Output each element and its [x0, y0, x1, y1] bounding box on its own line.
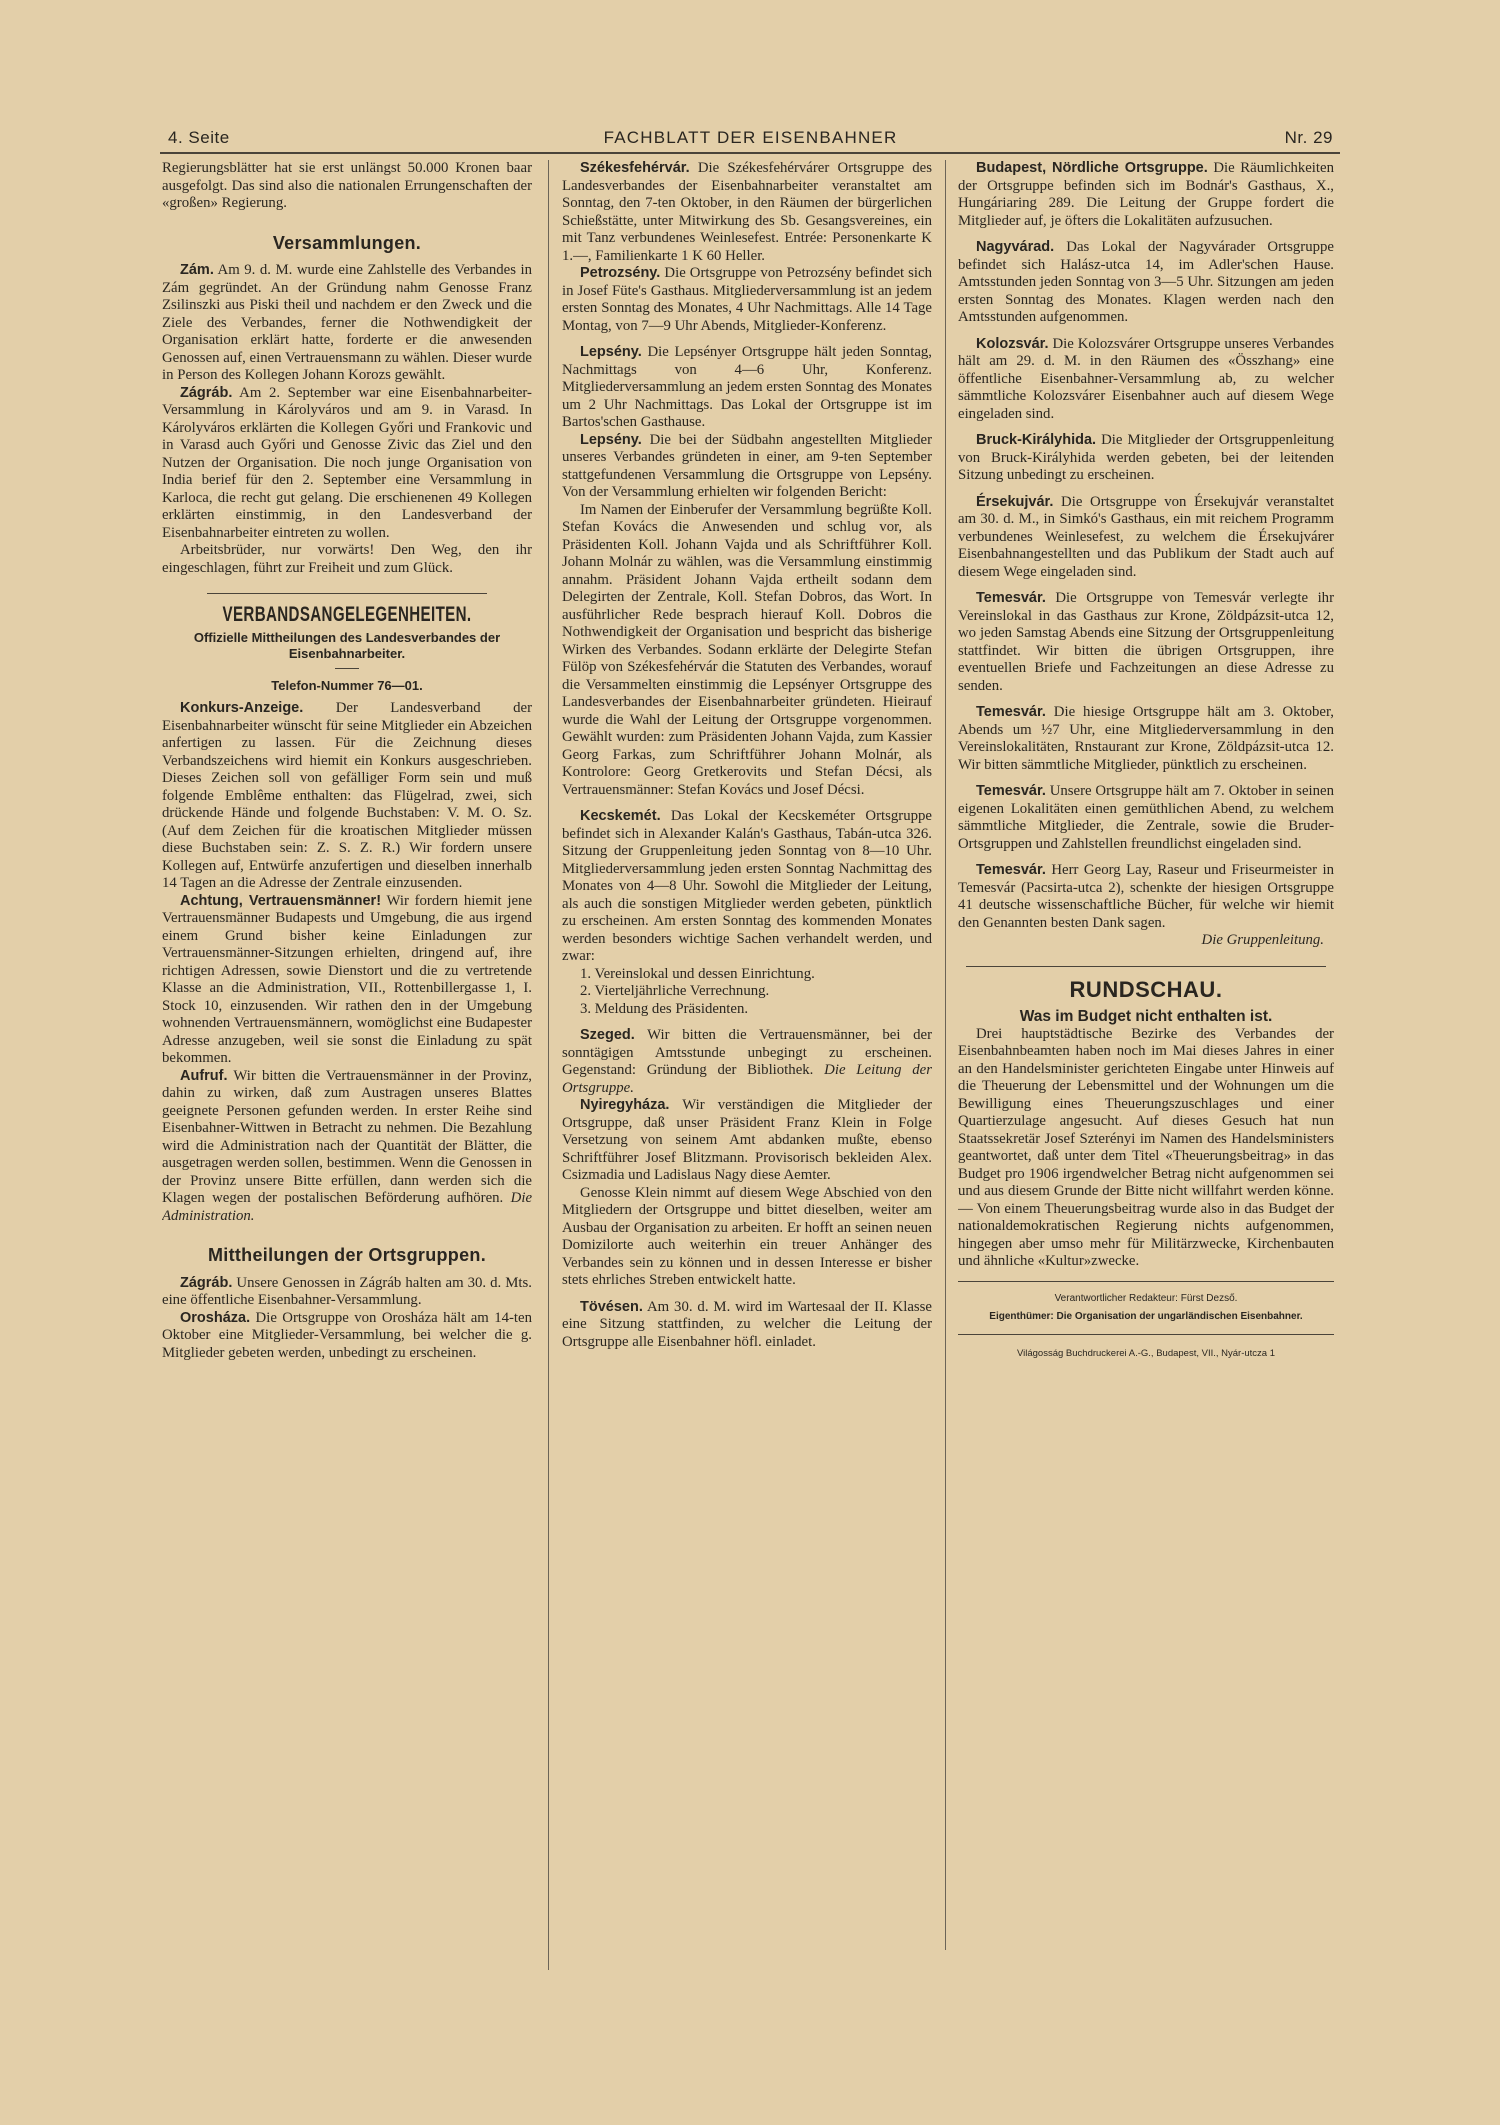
- imprint-rule-2: [958, 1334, 1334, 1335]
- article-ersekujvar: Érsekujvár. Die Ortsgruppe von Érsekujvár veranstaltet am 30. d. M., in Simkó's Gasthaus, ein mit reichem Programm verbundenes Weinlesefest, zu welchem die Érsekujvárer Eisenbahnangestellten und das Publikum der Stadt auch auf diesem Wege eingeladen sind.: [958, 493, 1334, 580]
- article-lepseny-report: Im Namen der Einberufer der Versammlung begrüßte Koll. Stefan Kovács die Anwesenden und schlug vor, als Präsidenten Koll. Johann Vajda und als Schriftführer Koll. Johann Molnár zu wählen, was die Versammlung einstimmig annahm. Präsident Johann Vajda ertheilt sodann dem Delegirten der Zentrale, Koll. Stefan Dobros, das Wort. In ausführlicher Rede besprach hierauf Koll. Dobros die Nothwendigkeit der Organisation und bespricht das bisherige Wirken des Verbandes. Sodann erklärte der Delegirte Stefan Fülöp von Székesfehérvár die Statuten des Verbandes, worauf die Versammelten einstimmig die Lepsényer Ortsgruppe des Landesverbandes der Eisenbahnarbeiter gründeten. Hieirauf wurde die Wahl der Leitung der Ortsgruppe vorgenommen. Gewählt wurden: zum Präsidenten Johann Vajda, zum Kassier Georg Farkas, zum Schriftführer Johann Molnár, als Kontrolore: Georg Gretkerovits und Stefan Décsi, als Vertrauensmänner: Stefan Kovács und Josef Décsi.: [562, 501, 932, 798]
- section-title-rundschau: RUNDSCHAU.: [1069, 976, 1223, 1002]
- article-petrozseny: Petrozsény. Die Ortsgruppe von Petrozsény befindet sich in Josef Füte's Gasthaus. Mitgliederversammlung ist an jedem ersten Sonntag des Monates, 4 Uhr Nachmittags. Alle 14 Tage Montag, von 7—9 Uhr Abends, Mitglieder-Konferenz.: [562, 265, 932, 334]
- article-szekesfehervar: Székesfehérvár. Die Székesfehérvárer Ortsgruppe des Landesverbandes der Eisenbahnarbeiter veranstaltet am Sonntag, den 7-ten Oktober, in den Räumen der bürgerlichen Schießstätte, unter Mitwirkung des Sb. Gesangsvereines, ein mit Tanz verbundenes Weinlesefest. Entrée: Personenkarte K 1.—, Familienkarte 1 K 60 Heller.: [562, 160, 932, 264]
- section-divider: [207, 593, 487, 594]
- article-konkurs: Konkurs-Anzeige. Der Landesverband der Eisenbahnarbeiter wünscht für seine Mitglieder ein Abzeichen anfertigen zu lassen. Für die Zeichnung dieses Verbandszeichens wird hiemit ein Konkurs ausgeschrieben. Dieses Zeichen soll von gefälliger Form sein und muß folgende Emblême enthalten: das Flügelrad, zwei, sich drückende Hände und folgende Buchstaben: V. M. O. Sz. (Auf dem Zeichen für die kroatischen Mitglieder müssen diese Buchstaben sein: Z. S. Z. R.) Wir fordern unsere Kollegen auf, Entwürfe anzufertigen und dieselben innerhalb 14 Tagen an die Adresse der Zentrale einzusenden.: [162, 700, 532, 891]
- column-divider-1: [548, 160, 549, 1970]
- article-budapest: Budapest, Nördliche Ortsgruppe. Die Räumlichkeiten der Ortsgruppe befinden sich im Bodnár's Gasthaus, X., Hungáriaring 289. Die Leitung der Gruppe fordert die Mitglieder auf, je öfters die Lokalitäten aufzusuchen.: [958, 160, 1334, 229]
- agenda-list: [562, 966, 932, 1019]
- list-item: 2. Vierteljährliche Verrechnung.: [580, 983, 770, 999]
- column-1: [162, 160, 532, 1980]
- editor-line: Verantwortlicher Redakteur: Fürst Dezső.: [1054, 1292, 1238, 1304]
- newspaper-title: FACHBLATT DER EISENBAHNER: [603, 128, 898, 147]
- section-subtitle: Offizielle Mittheilungen des Landesverbandes der Eisenbahnarbeiter.: [193, 629, 501, 661]
- article-kolozsvar: Kolozsvár. Die Kolozsvárer Ortsgruppe unseres Verbandes hält am 29. d. M. in den Räumen des «Összhang» eine öffentliche Eisenbahner-Versammlung ab, zu welcher sämmtliche Kolozsvárer Eisenbahner auch auf diesem Wege eingeladen sind.: [958, 335, 1334, 422]
- article-zagrab-2: Zágráb. Unsere Genossen in Zágráb halten am 30. d. Mts. eine öffentliche Eisenbahner-Versammlung.: [162, 1274, 532, 1308]
- list-item: 1. Vereinslokal und dessen Einrichtung.: [580, 965, 815, 982]
- article-temesvar-3: Temesvár. Unsere Ortsgruppe hält am 7. Oktober in seinen eigenen Lokalitäten einen gemüthlichen Abend, zu welchem sämmtliche Mitglieder, die Zentrale, sowie die Bruder-Ortsgruppen und Zahlstellen freundlichst eingeladen sind.: [958, 783, 1334, 852]
- article-nyiregyhaza-2: Genosse Klein nimmt auf diesem Wege Abschied von den Mitgliedern der Ortsgruppe und bittet dieselben, weiter am Ausbau der Organisation zu arbeiten. Er hofft an seinen neuen Domizilorte auch weiterhin ein treuer Anhänger des Verbandes sein zu können und in dessen Interesse er bisher stets ehrliches Streben entwickelt hatte.: [562, 1184, 932, 1288]
- article-achtung: Achtung, Vertrauensmänner! Wir fordern hiemit jene Vertrauensmänner Budapests und Umgebung, die aus irgend einem Grund bisher keine Einladungen zur Vertrauensmänner-Sitzungen erhielten, dringend auf, ihre richtigen Adressen, sowie Dienstort und die zu vertretende Klasse an die Administration, VII., Rottenbillergasse 1, I. Stock 10, einzusenden. Wir rathen den in der Umgebung wohnenden Vertrauensmännern, womöglichst eine Budapester Adresse anzugeben, weil sie sonst die Einladung zu spät bekommen.: [162, 892, 532, 1066]
- article-tovesen: Tövésen. Am 30. d. M. wird im Wartesaal der II. Klasse eine Sitzung stattfinden, zu welcher die Leitung der Ortsgruppe alle Eisenbahner höfl. einladet.: [562, 1298, 932, 1350]
- article-aufruf: Aufruf. Wir bitten die Vertrauensmänner in der Provinz, dahin zu wirken, daß zum Austragen unseres Blattes geeignete Personen gefunden werden. In erster Reihe sind Eisenbahner-Wittwen in Betracht zu nehmen. Die Bezahlung wird die Administration nach der Quantität der Blätter, die ausgetragen werden sollen, bestimmen. Wenn die Genossen in der Provinz unsere Bitte erfüllen, dann werden sich die Klagen wegen der postalischen Beförderung aufhören. Die Administration.: [162, 1067, 532, 1224]
- section-divider: [966, 966, 1326, 967]
- imprint-rule: [958, 1281, 1334, 1282]
- article-lepseny-2: Lepsény. Die bei der Südbahn angestellten Mitglieder unseres Verbandes gründeten in einer, am 9-ten September stattgefundenen Versammlung die Ortsgruppe von Lepsény. Von der Versammlung erhielten wir folgenden Bericht:: [562, 431, 932, 500]
- page-number: 4. Seite: [168, 128, 230, 147]
- article-nyiregyhaza: Nyiregyháza. Wir verständigen die Mitglieder der Ortsgruppe, daß unser Präsident Franz Klein in Folge Versetzung von seinem Amt abdanken mußte, ebenso Schriftführer Josef Blitzmann. Provisorisch bekleiden Alex. Csizmadia und Ladislaus Nagy diese Aemter.: [562, 1097, 932, 1183]
- article-oroshaza: Orosháza. Die Ortsgruppe von Orosháza hält am 14-ten Oktober eine Mitglieder-Versammlung, bei welcher die g. Mitglieder gebeten werden, unbedingt zu erscheinen.: [162, 1309, 532, 1361]
- page-header: [168, 128, 1333, 150]
- header-rule: [160, 152, 1340, 154]
- issue-number: Nr. 29: [1284, 128, 1333, 147]
- article-budget: Drei hauptstädtische Bezirke des Verbandes der Eisenbahnbeamten haben noch im Mai dieses Jahres in einer an den Handelsminister gerichteten Eingabe unter Hinweis auf die Theuerung der Lebensmittel und der Wohnungen um die Bewilligung eines Theuerungszuschlages und einer Quartierzulage angesucht. Auf dieses Gesuch hat nun Staatssekretär Josef Szterényi im Namen des Handelsministers geantwortet, daß unter dem Titel «Theuerungsbeitrag» in das Budget pro 1906 irgendwelcher Betrag nicht aufgenommen sei und aus diesem Grunde der Bitte nicht willfahrt werden könne. — Von einem Theuerungsbeitrag wurde also in das Budget der nationaldemokratischen Regierung nichts aufgenommen, hingegen aber umso mehr für Militärzwecke, Kirchenbauten und ähnliche «Kultur»zwecke.: [958, 1025, 1334, 1269]
- column-3: [958, 160, 1334, 1960]
- closing-paragraph: Arbeitsbrüder, nur vorwärts! Den Weg, den ihr eingeschlagen, führt zur Freiheit und zum Glück.: [162, 542, 532, 576]
- article-bruck: Bruck-Királyhida. Die Mitglieder der Ortsgruppenleitung von Bruck-Királyhida werden gebeten, bei der leitenden Sitzung unbedingt zu erscheinen.: [958, 432, 1334, 483]
- section-heading-mittheilungen: Mittheilungen der Ortsgruppen.: [208, 1245, 486, 1265]
- article-kecskemet: Kecskemét. Das Lokal der Kecskeméter Ortsgruppe befindet sich in Alexander Kalán's Gasthaus, Tabán-utca 326. Sitzung der Gruppenleitung jeden Sonntag von 8—10 Uhr. Mitgliederversammlung jeden ersten Sonntag Nachmittag des Monates von 4—8 Uhr. Sowohl die Mitglieder der Leitung, als auch die sonstigen Mitglieder werden gebeten, pünktlich zu erscheinen. Am ersten Sonntag des kommenden Monates werden besonders wichtige Sachen verhandelt werden, und zwar:: [562, 808, 932, 964]
- article-temesvar-1: Temesvár. Die Ortsgruppe von Temesvár verlegte ihr Vereinslokal in das Gasthaus zur Krone, Zöldpázsit-utca 12, wo jeden Samstag Abends eine Sitzung der Ortsgruppenleitung stattfindet. Wir bitten die übrigen Ortsgruppen, ihre eventuellen Briefe und Fachzeitungen an diese Adresse zu senden.: [958, 590, 1334, 694]
- owner-line: Eigenthümer: Die Organisation der ungarländischen Eisenbahner.: [989, 1310, 1303, 1322]
- printer-line: Világosság Buchdruckerei A.-G., Budapest, VII., Nyár-utcza 1: [1016, 1347, 1276, 1359]
- article-temesvar-4: Temesvár. Herr Georg Lay, Raseur und Friseurmeister in Temesvár (Pacsirta-utca 2), schenkte der hiesigen Ortsgruppe 41 deutsche wissenschaftliche Bücher, für welche wir hiemit den Genannten besten Dank sagen.: [958, 862, 1334, 931]
- list-item: 3. Meldung des Präsidenten.: [580, 1000, 749, 1017]
- article-szeged: Szeged. Wir bitten die Vertrauensmänner, bei der sonntägigen Amtsstunde unbegingt zu erscheinen. Gegenstand: Gründung der Bibliothek. Die Leitung der Ortsgruppe.: [562, 1027, 932, 1096]
- column-2: [562, 160, 932, 1980]
- article-nagyvarad: Nagyvárad. Das Lokal der Nagyvárader Ortsgruppe befindet sich Halász-utca 14, im Adler'schen Hause. Amtsstunden jeden Sonntag von 3—5 Uhr. Sitzungen am jeden ersten Sonntag des Monates. Klagen werden nach den Amtsstunden aufgenommen.: [958, 239, 1334, 325]
- signature-gruppenleitung: Die Gruppenleitung.: [1201, 932, 1324, 948]
- article-title-budget: Was im Budget nicht enthalten ist.: [1019, 1008, 1273, 1025]
- short-rule: [335, 668, 359, 669]
- telephone-number: Telefon-Nummer 76—01.: [271, 677, 423, 693]
- article-zam: Zám. Am 9. d. M. wurde eine Zahlstelle des Verbandes in Zám gegründet. An der Gründung nahm Genosse Franz Zsilinszki aus Piski theil und nachdem er den Zweck und die Ziele des Verbandes, ferner die Nothwendigkeit der Organisation erklärt hatte, forderte er die anwesenden Genossen auf, einen Vertrauensmann zu wählen. Dieser wurde in Person des Kollegen Johann Korozs gewählt.: [162, 262, 532, 383]
- column-divider-2: [945, 160, 946, 1950]
- article-lepseny-1: Lepsény. Die Lepsényer Ortsgruppe hält jeden Sonntag, Nachmittags von 4—6 Uhr, Konferenz. Mitgliederversammlung an jedem ersten Sonntag des Monates um 2 Uhr Nachmittags. Das Lokal der Ortsgruppe ist im Bartos'schen Gasthause.: [562, 344, 932, 430]
- section-title-verbandsangelegenheiten: VERBANDSANGELEGENHEITEN.: [222, 603, 472, 626]
- article-temesvar-2: Temesvár. Die hiesige Ortsgruppe hält am 3. Oktober, Abends um ½7 Uhr, eine Mitgliederversammlung in den Vereinslokalitäten, Rnstaurant zur Krone, Zöldpázsit-utca 12. Wir bitten sämmtliche Mitglieder, pünktlich zu erscheinen.: [958, 704, 1334, 773]
- article-zagrab-1: Zágráb. Am 2. September war eine Eisenbahnarbeiter-Versammlung in Károlyváros und am 9. in Varasd. In Károlyváros erklärten die Kollegen Győri und Frankovic und in Varasd auch Győri und Genosse Zivic das Ziel und den Nutzen der Organisation. Die noch junge Organisation von India berief für den 2. September eine Versammlung in Karloca, die recht gut gelang. Die erschienenen 49 Kollegen erklärten einstimmig, in den Landesverband der Eisenbahnarbeiter eintreten zu wollen.: [162, 384, 532, 541]
- signature-administration: Die Administration.: [162, 1190, 532, 1224]
- section-heading-versammlungen: Versammlungen.: [272, 232, 422, 253]
- intro-paragraph: Regierungsblätter hat sie erst unlängst 50.000 Kronen baar ausgefolgt. Das sind also die nationalen Errungenschaften der «großen» Regierung.: [162, 160, 532, 211]
